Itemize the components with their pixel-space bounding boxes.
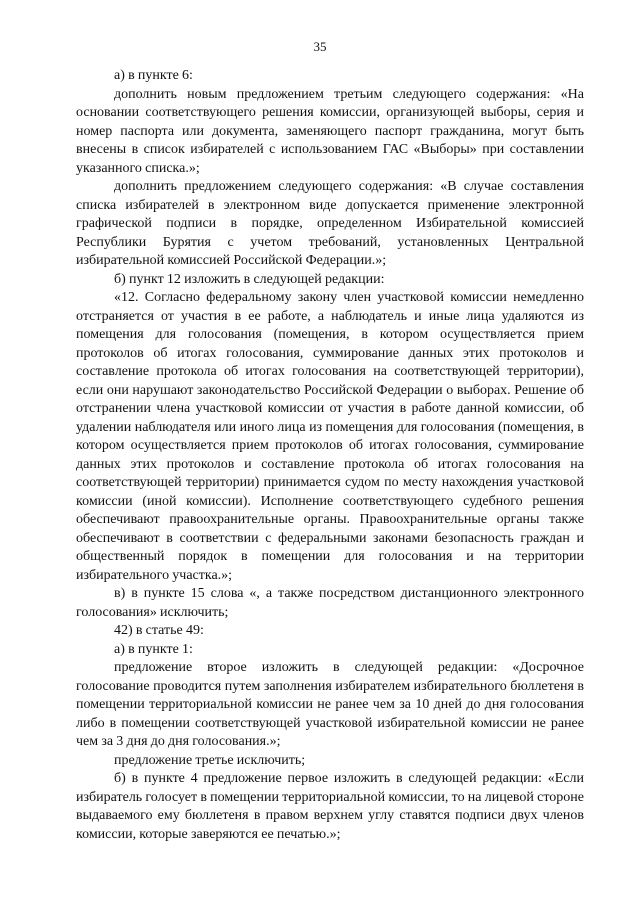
paragraph-add-sentence-electronic-list: дополнить предложением следующего содержания: «В случае составления списка избирателей в электронном виде допускается применение электронной графической подписи в порядке, определенном Избирательной комиссией Республики Бурятия с учетом требований, установленных Центральной избирательной комиссией Российской Федерации.»; [76,179,584,268]
paragraph-second-sentence: предложение второе изложить в следующей редакции: «Досрочное голосование проводится путем заполнения избирателем избирательного бюллетеня в помещении территориальной комиссии не ранее чем за 10 дней до дня голосования либо в помещении соответствующей участковой избирательной комиссии не ранее чем за 3 дня до дня голосования.»; [76,660,584,749]
paragraph-add-third-sentence: дополнить новым предложением третьим следующего содержания: «На основании соответствующего решения комиссии, организующей выборы, серия и номер паспорта или документа, заменяющего паспорт гражданина, могут быть внесены в список избирателей с использованием ГАС «Выборы» при составлении указанного списка.»; [76,86,584,176]
page-number: 35 [313,39,327,54]
paragraph-point-15: в) в пункте 15 слова «, а также посредством дистанционного электронного голосования» исключить; [76,586,584,620]
paragraph-point-12-text: «12. Согласно федеральному закону член участковой комиссии немедленно отстраняется от участия в ее работе, а наблюдатель и иные лица удаляются из помещения для голосования (помещения, в котором осуществляется прием протоколов об итогах голосования, суммирование данных этих протоколов и составление протокола об итогах голосования на соответствующей территории), если они нарушают законодательство Российской Федерации о выборах. Решение об отстранении члена участковой комиссии от участия в работе данной комиссии, об удалении наблюдателя или иного лица из помещения для голосования (помещения, в котором осуществляется прием протоколов об итогах голосования, суммирование данных этих протоколов и составление протокола об итогах голосования на соответствующей территории) принимается судом по месту нахождения участковой комиссии (иной комиссии). Исполнение соответствующего судебного решения обеспечивают правоохранительные органы. Правоохранительные органы также обеспечивают в соответствии с федеральными законами безопасность граждан и общественный порядок в помещении для голосования и на территории избирательного участка.»; [76,290,584,583]
paragraph-third-sentence: предложение третье исключить; [114,752,306,768]
paragraph-point-4: б) в пункте 4 предложение первое изложить в следующей редакции: «Если избиратель голосует в помещении территориальной комиссии, то на лицевой стороне выдаваемого ему бюллетеня в правом верхнем углу ставятся подписи двух членов комиссии, которые заверяются ее печатью.»; [76,771,584,842]
paragraph-point-1: а) в пункте 1: [114,641,193,657]
paragraph-article-49: 42) в статье 49: [114,623,204,638]
paragraph-point-6: а) в пункте 6: [114,68,193,83]
paragraph-point-12-intro: б) пункт 12 изложить в следующей редакции: [114,271,385,287]
document-body [76,67,584,844]
